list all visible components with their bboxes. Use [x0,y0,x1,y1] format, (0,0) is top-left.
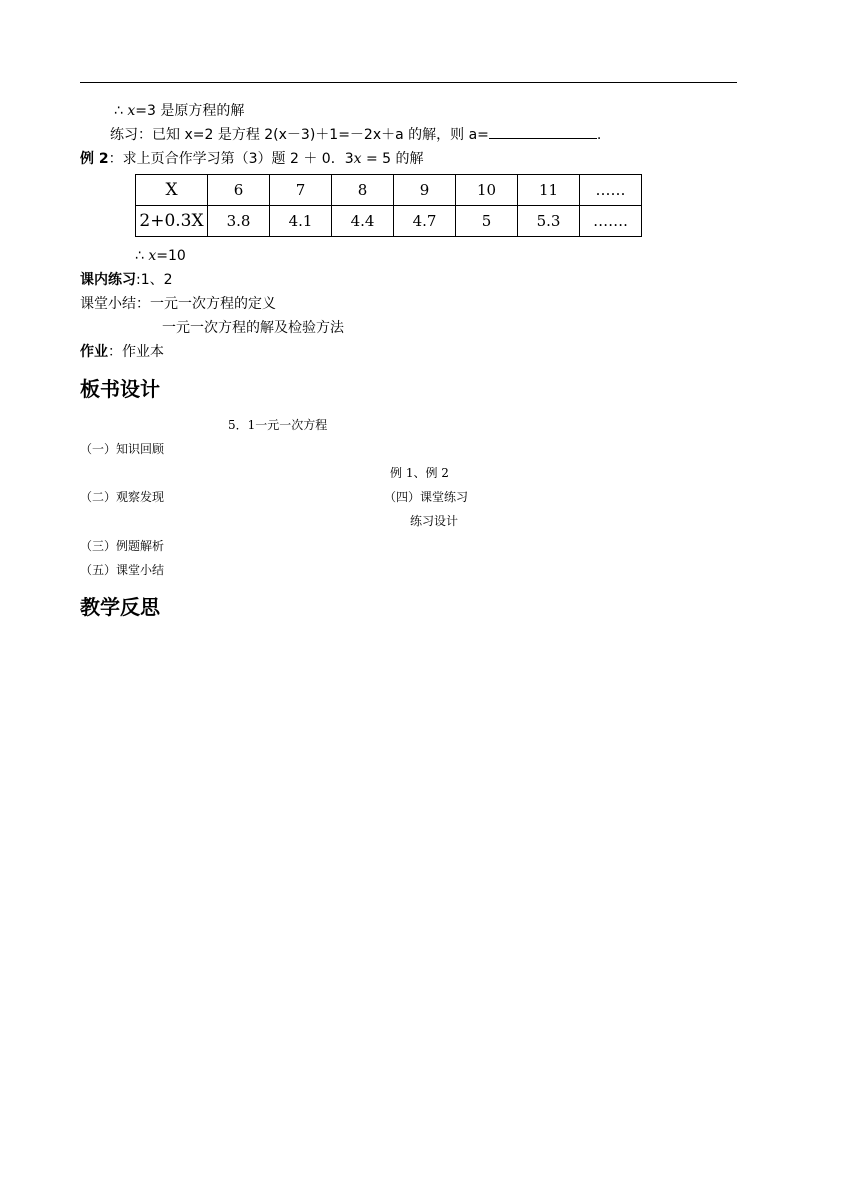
example-2-text-end: = 5 的解 [361,151,424,167]
homework-text: ：作业本 [108,344,164,360]
board-practice-design: 练习设计 [410,514,459,528]
summary-label: 课堂小结： [80,296,150,312]
board-section-4: （四）课堂练习 [384,490,469,504]
summary-line [80,294,276,314]
example-2-text: ：求上页合作学习第（3）题 2 ＋ 0．3 [108,151,354,167]
board-section-3: （三）例题解析 [80,539,165,553]
practice-line [110,125,601,145]
table-cell: 5.3 [518,206,580,237]
table-cell: 11 [518,175,580,206]
example-2-line [80,149,424,169]
table-cell: 4.4 [332,206,394,237]
homework-label: 作业 [80,344,108,360]
table-cell: 9 [394,175,456,206]
board-section-1: （一）知识回顾 [80,442,165,456]
solution-text: =3 是原方程的解 [135,103,245,119]
practice-text: 练习：已知 x=2 是方程 2(x－3)＋1=－2x＋a 的解，则 a= [110,127,489,143]
table-cell: ……. [580,206,642,237]
solution-line [114,101,244,121]
homework-line [80,342,164,362]
table-row [136,175,642,206]
class-exercise-text: :1、2 [136,272,173,288]
board-section-2: （二）观察发现 [80,490,165,504]
table-cell: 2+0.3X [136,206,208,237]
board-design-heading: 板书设计 [80,377,160,401]
value-table [135,174,642,237]
table-cell: 7 [270,175,332,206]
conclusion-line [135,246,186,266]
practice-period: . [596,127,602,143]
table-cell: 3.8 [208,206,270,237]
reflection-heading: 教学反思 [80,595,160,619]
board-examples: 例 1、例 2 [390,466,449,480]
answer-blank[interactable] [489,125,597,139]
table-row [136,206,642,237]
example-2-label: 例 2 [80,151,109,167]
board-title: 5．1一元一次方程 [228,418,328,432]
class-exercise-label: 课内练习 [80,272,136,288]
table-cell: 4.7 [394,206,456,237]
variable-x: x [148,248,157,264]
board-section-5: （五）课堂小结 [80,563,165,577]
therefore-symbol: ∴ [114,103,123,119]
table-cell: 6 [208,175,270,206]
summary-item-2: 一元一次方程的解及检验方法 [162,320,344,336]
variable-x: x [353,151,362,167]
class-exercise-line [80,270,173,290]
summary-item: 一元一次方程的定义 [150,296,276,312]
table-cell: 4.1 [270,206,332,237]
top-rule [80,82,737,83]
table-cell: …… [580,175,642,206]
variable-x: x [127,103,136,119]
therefore-symbol: ∴ [135,248,144,264]
table-cell: 5 [456,206,518,237]
conclusion-text: =10 [156,248,186,264]
table-cell: 8 [332,175,394,206]
table-cell: X [136,175,208,206]
table-cell: 10 [456,175,518,206]
